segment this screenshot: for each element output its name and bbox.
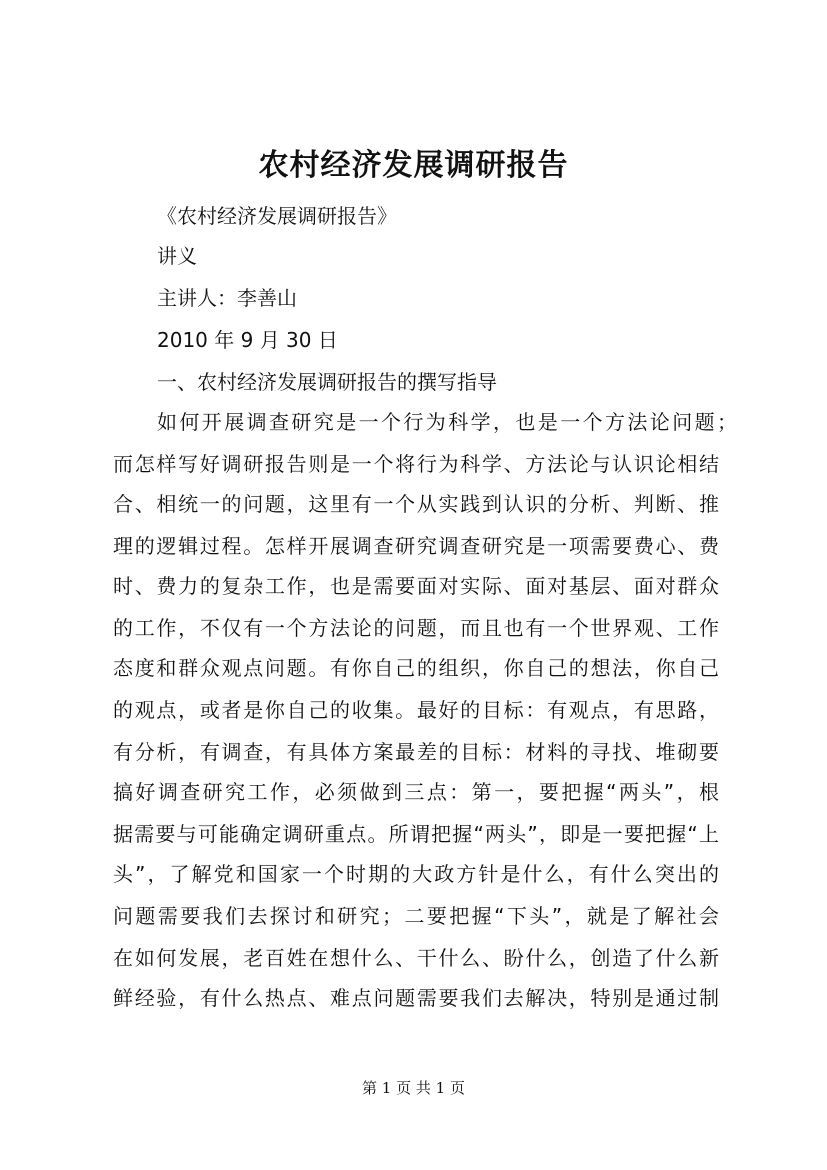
section-heading: 一、农村经济发展调研报告的撰写指导 [157, 370, 497, 394]
speaker-line: 主讲人：李善山 [157, 286, 297, 310]
paragraph-line: 据需要与可能确定调研重点。所谓把握“两头”，即是一要把握“上 [113, 822, 719, 846]
paragraph-line: 的工作，不仅有一个方法论的问题，而且也有一个世界观、工作 [113, 616, 719, 640]
paragraph-line: 态度和群众观点问题。有你自己的组织，你自己的想法，你自己 [113, 656, 719, 680]
paragraph-line: 有分析，有调查，有具体方案最差的目标：材料的寻找、堆砌要 [113, 740, 719, 764]
paragraph-line: 合、相统一的问题，这里有一个从实践到认识的分析、判断、推 [113, 492, 719, 516]
paragraph-line: 而怎样写好调研报告则是一个将行为科学、方法论与认识论相结 [113, 452, 719, 476]
paragraph-line: 问题需要我们去探讨和研究；二要把握“下头”，就是了解社会 [113, 904, 719, 928]
paragraph-line: 理的逻辑过程。怎样开展调查研究调查研究是一项需要费心、费 [113, 534, 719, 558]
date-line: 2010 年 9 月 30 日 [157, 328, 338, 352]
paragraph-line: 在如何发展，老百姓在想什么、干什么、盼什么，创造了什么新 [113, 946, 719, 970]
paragraph-line: 搞好调查研究工作，必须做到三点：第一，要把握“两头”，根 [113, 780, 719, 804]
document-subtitle: 《农村经济发展调研报告》 [157, 204, 397, 228]
paragraph-line: 鲜经验，有什么热点、难点问题需要我们去解决，特别是通过制 [113, 986, 719, 1010]
paragraph-line: 的观点，或者是你自己的收集。最好的目标：有观点，有思路， [113, 698, 719, 722]
document-title: 农村经济发展调研报告 [258, 148, 569, 183]
paragraph-line: 时、费力的复杂工作，也是需要面对实际、面对基层、面对群众 [113, 574, 719, 598]
paragraph-line: 如何开展调查研究是一个行为科学，也是一个方法论问题； [157, 410, 737, 434]
document-label: 讲义 [157, 244, 197, 268]
page-footer: 第 1 页 共 1 页 [362, 1079, 465, 1097]
paragraph-line: 头”，了解党和国家一个时期的大政方针是什么，有什么突出的 [113, 862, 719, 886]
